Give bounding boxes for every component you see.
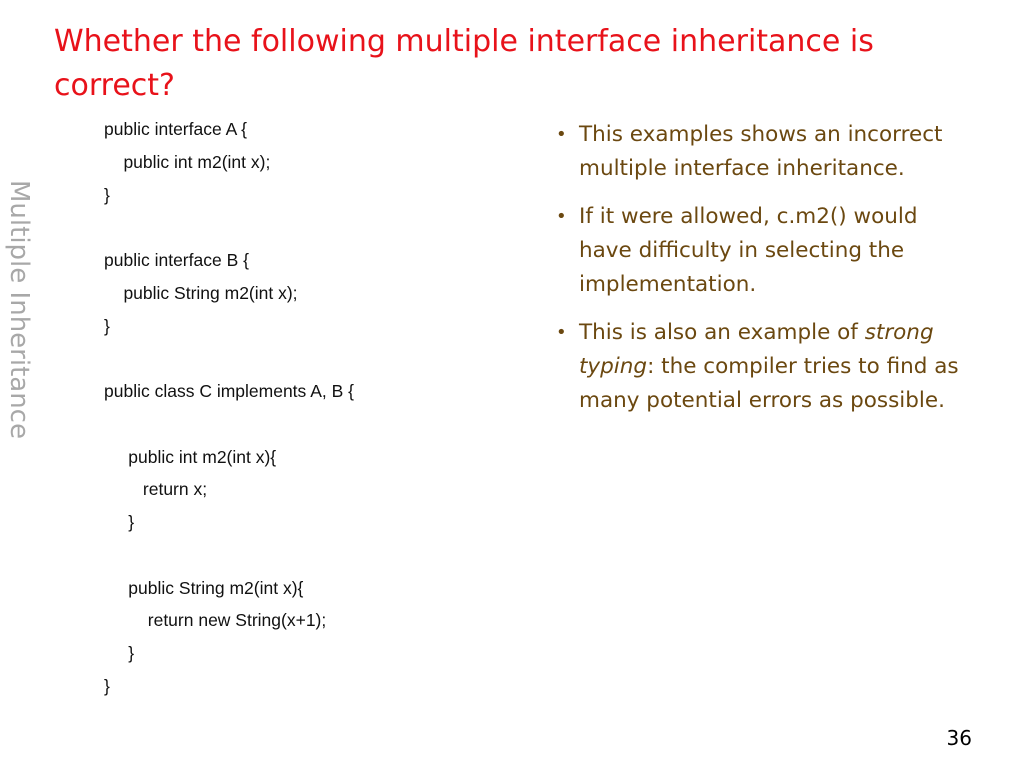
code-line <box>104 342 524 375</box>
bullet-dot-icon: • <box>556 206 567 227</box>
code-line: public String m2(int x); <box>104 282 298 303</box>
code-line: return x; <box>104 479 208 500</box>
section-side-label: Multiple Inheritance <box>4 180 34 439</box>
bullet-text-after: : the compiler tries to find as many potential errors as possible. <box>579 354 959 413</box>
code-line <box>104 211 524 244</box>
bullet-item <box>556 118 976 186</box>
code-line: public class C implements A, B { <box>104 381 354 401</box>
code-line: } <box>104 643 135 663</box>
code-line: } <box>104 512 135 532</box>
code-line <box>104 408 524 441</box>
bullet-dot-icon: • <box>556 124 567 145</box>
code-line: public interface B { <box>104 250 249 270</box>
bullet-list <box>556 118 976 432</box>
bullet-item <box>556 316 976 418</box>
bullet-text: This is also an example of <box>579 320 865 345</box>
code-line: } <box>104 184 110 205</box>
bullet-emphasis: strong typing <box>579 320 934 379</box>
bullet-text: If it were allowed, c.m2() would have difficulty in selecting the implementation. <box>579 204 918 297</box>
code-line: public interface A { <box>104 119 248 139</box>
code-line: return new String(x+1); <box>104 610 327 631</box>
slide-title: Whether the following multiple interface inheritance is correct? <box>54 24 874 103</box>
bullet-dot-icon: • <box>556 322 567 343</box>
code-line: public int m2(int x); <box>104 151 271 172</box>
code-line: public String m2(int x){ <box>104 577 304 598</box>
page-number: 36 <box>946 726 972 750</box>
code-line: } <box>104 315 110 336</box>
code-block <box>104 113 524 703</box>
code-line <box>104 539 524 572</box>
code-line: } <box>104 675 110 696</box>
bullet-text: This examples shows an incorrect multiple interface inheritance. <box>579 122 943 181</box>
bullet-item <box>556 200 976 302</box>
code-line: public int m2(int x){ <box>104 446 277 467</box>
